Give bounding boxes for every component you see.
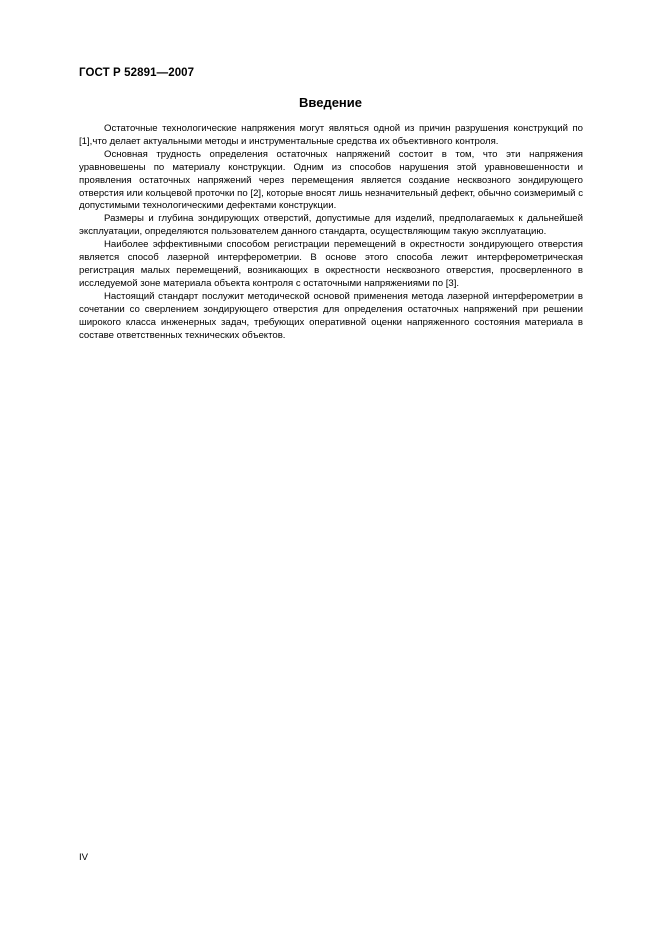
paragraph: Размеры и глубина зондирующих отверстий, допустимые для изделий, предполагаемых к дальнейшей эксплуатации, определяются пользователем данного стандарта, осуществляющим такую эксплуатацию. — [79, 213, 583, 238]
section-title: Введение — [299, 95, 362, 110]
page-number: IV — [79, 852, 89, 863]
standard-header: ГОСТ Р 52891—2007 — [79, 67, 195, 79]
paragraph: Настоящий стандарт послужит методической основой применения метода лазерной интерферометрии в сочетании со сверлением зондирующего отверстия для определения остаточных напряжений при решении широкого класса инженерных задач, требующих оперативной оценки напряженного состояния материала в составе ответственных технических объектов. — [79, 290, 583, 341]
body-text — [79, 123, 583, 342]
paragraph: Основная трудность определения остаточных напряжений состоит в том, что эти напряжения уравновешены по материалу конструкции. Одним из способов нарушения этой уравновешенности и проявления остаточных напряжений через перемещения является создание несквозного зондирующего отверстия или кольцевой проточки по [2], которые вносят лишь незначительный дефект, обычно соизмеримый с допустимыми технологическими дефектами конструкции. — [79, 148, 583, 212]
paragraph: Остаточные технологические напряжения могут являться одной из причин разрушения конструкций по [1],что делает актуальными методы и инструментальные средства их объективного контроля. — [79, 123, 583, 147]
paragraph: Наиболее эффективными способом регистрации перемещений в окрестности зондирующего отверстия является способ лазерной интерферометрии. В основе этого способа лежит интерферометрическая регистрация малых перемещений, возникающих в окрестности несквозного отверстия, просверленного в исследуемой зоне материала объекта контроля с остаточными напряжениями по [3]. — [79, 239, 583, 289]
